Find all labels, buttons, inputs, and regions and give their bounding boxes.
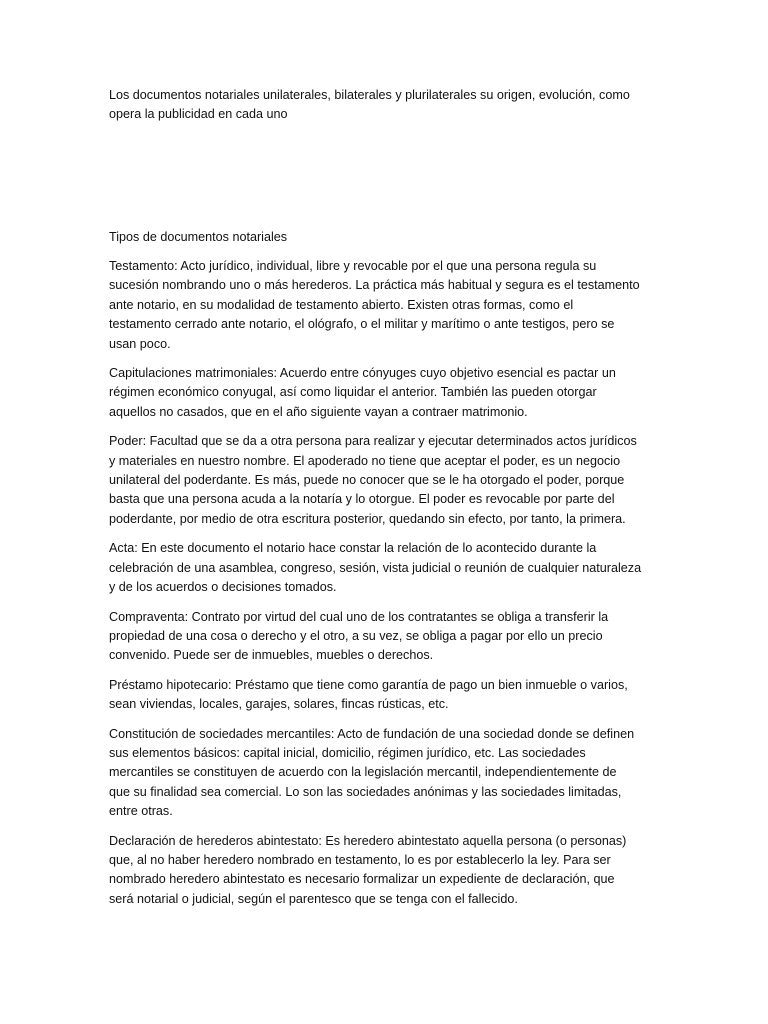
paragraph-line: y de los acuerdos o decisiones tomados. bbox=[109, 580, 337, 595]
section-heading bbox=[109, 228, 287, 247]
paragraph-poder bbox=[109, 432, 641, 529]
title-line: Los documentos notariales unilaterales, bilaterales y plurilaterales su origen, evolución, como bbox=[109, 88, 630, 102]
paragraph-line: nombrado heredero abintestato es necesario formalizar un expediente de declaración, que bbox=[109, 872, 615, 887]
paragraph-line: régimen económico conyugal, así como liquidar el anterior. También las pueden otorgar bbox=[109, 385, 597, 400]
paragraph-line: entre otras. bbox=[109, 804, 173, 819]
paragraph-line: Capitulaciones matrimoniales: Acuerdo entre cónyuges cuyo objetivo esencial es pactar un bbox=[109, 366, 616, 381]
paragraph-line: sucesión nombrando uno o más herederos. La práctica más habitual y segura es el testamento bbox=[109, 278, 640, 293]
paragraph-line: Poder: Facultad que se da a otra persona para realizar y ejecutar determinados actos jurídicos bbox=[109, 434, 637, 449]
paragraph-line: usan poco. bbox=[109, 336, 171, 351]
paragraph-line: Declaración de herederos abintestato: Es heredero abintestato aquella persona (o personas) bbox=[109, 833, 627, 848]
paragraph-line: celebración de una asamblea, congreso, sesión, vista judicial o reunión de cualquier naturaleza bbox=[109, 560, 642, 575]
paragraph-line: sean viviendas, locales, garajes, solares, fincas rústicas, etc. bbox=[109, 697, 449, 712]
paragraph-line: y materiales en nuestro nombre. El apoderado no tiene que aceptar el poder, es un negocio bbox=[109, 453, 621, 468]
paragraph-line: ante notario, en su modalidad de testamento abierto. Existen otras formas, como el bbox=[109, 297, 574, 312]
paragraph-line: Acta: En este documento el notario hace constar la relación de lo acontecido durante la bbox=[109, 541, 597, 556]
paragraph-declaracion-herederos bbox=[109, 832, 641, 910]
paragraph-capitulaciones bbox=[109, 364, 641, 422]
paragraph-line: convenido. Puede ser de inmuebles, muebles o derechos. bbox=[109, 648, 434, 663]
paragraph-compraventa bbox=[109, 608, 641, 666]
paragraph-acta bbox=[109, 539, 641, 597]
document-title-text bbox=[109, 86, 630, 125]
paragraph-line: Compraventa: Contrato por virtud del cual uno de los contratantes se obliga a transferir la bbox=[109, 609, 609, 624]
paragraph-line: que, al no haber heredero nombrado en testamento, lo es por establecerlo la ley. Para ser bbox=[109, 852, 611, 867]
document-body bbox=[109, 257, 641, 919]
paragraph-line: que su finalidad sea comercial. Lo son las sociedades anónimas y las sociedades limitadas, bbox=[109, 784, 622, 799]
paragraph-line: basta que una persona acuda a la notaría y lo otorgue. El poder es revocable por parte del bbox=[109, 492, 615, 507]
title-line: opera la publicidad en cada uno bbox=[109, 107, 288, 122]
paragraph-line: Testamento: Acto jurídico, individual, libre y revocable por el que una persona regula su bbox=[109, 259, 597, 273]
paragraph-line: mercantiles se constituyen de acuerdo con la legislación mercantil, independientemente de bbox=[109, 765, 617, 780]
paragraph-prestamo-hipotecario bbox=[109, 676, 641, 715]
paragraph-line: testamento cerrado ante notario, el ológrafo, o el militar y marítimo o ante testigos, pero se bbox=[109, 317, 615, 332]
paragraph-line: Préstamo hipotecario: Préstamo que tiene como garantía de pago un bien inmueble o varios, bbox=[109, 677, 628, 692]
paragraph-line: unilateral del poderdante. Es más, puede no conocer que se le ha otorgado el poder, porque bbox=[109, 473, 625, 488]
paragraph-line: sus elementos básicos: capital inicial, domicilio, régimen jurídico, etc. Las sociedades bbox=[109, 745, 586, 760]
document-title bbox=[109, 86, 630, 125]
paragraph-line: aquellos no casados, que en el año siguiente vayan a contraer matrimonio. bbox=[109, 404, 528, 419]
paragraph-line: será notarial o judicial, según el parentesco que se tenga con el fallecido. bbox=[109, 891, 518, 906]
paragraph-constitucion-sociedades bbox=[109, 725, 641, 822]
paragraph-line: Constitución de sociedades mercantiles: Acto de fundación de una sociedad donde se definen bbox=[109, 726, 635, 741]
paragraph-testamento bbox=[109, 257, 641, 354]
paragraph-line: propiedad de una cosa o derecho y el otro, a su vez, se obliga a pagar por ello un precio bbox=[109, 628, 603, 643]
paragraph-line: poderdante, por medio de otra escritura posterior, quedando sin efecto, por tanto, la primera. bbox=[109, 511, 626, 526]
section-heading-text: Tipos de documentos notariales bbox=[109, 230, 288, 244]
